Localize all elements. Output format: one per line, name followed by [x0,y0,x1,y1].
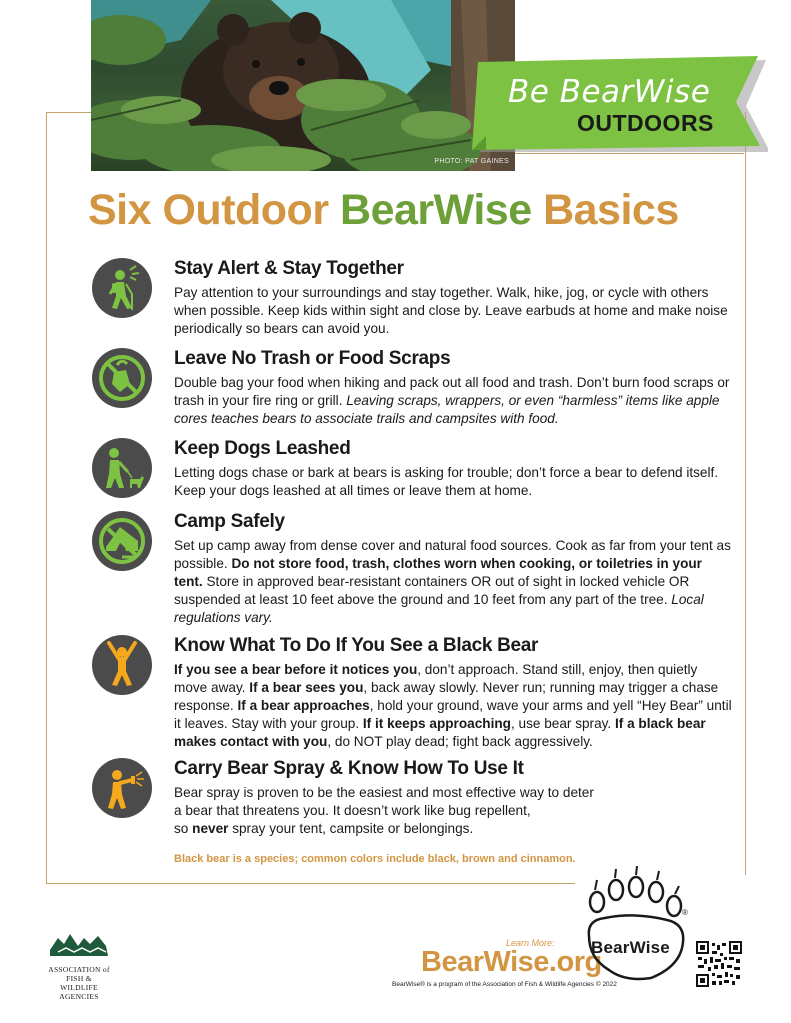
learn-more-label: Learn More: [506,938,555,948]
section-text [174,661,734,751]
qr-code[interactable] [696,941,742,987]
footnote: Black bear is a species; common colors include black, brown and cinnamon. [174,853,576,865]
section-title: Carry Bear Spray & Know How To Use It [174,758,524,779]
title-part-3: Basics [543,186,679,234]
bold-text-run: never [192,821,229,836]
section-text [174,374,734,428]
text-run: spray your tent, campsite or belongings. [228,821,474,836]
bold-text-run: Do not store food, trash, clothes worn when cooking, or toiletries in your tent. [174,556,702,589]
bearwise-paw-logo [575,866,693,990]
text-run: so [174,821,193,836]
no-food-in-tent-icon [92,511,152,571]
afwa-name: ASSOCIATION of FISH & WILDLIFE AGENCIES [48,965,110,1001]
italic-text-run: Leaving scraps, wrappers, or even “harmless” items like apple cores teaches bears to associate trails and campsites with food. [174,393,720,426]
banner-subtitle: OUTDOORS [577,110,714,136]
dog-walker-icon [92,438,152,498]
text-run: Bear spray is proven to be the easiest and most effective way to deter [174,785,594,800]
page-title [88,186,679,235]
section-title: Camp Safely [174,511,285,532]
text-run: Double bag your food when hiking and pack out all food and trash. Don’t burn food scraps or trash in your fire ring or grill. [174,375,730,408]
text-run: Letting dogs chase or bark at bears is asking for trouble; don’t force a bear to defend itself. Keep your dogs leashed at all times or leave them at home. [174,465,719,498]
bearwise-website-link[interactable]: BearWise.org [421,946,602,978]
bold-text-run: If a bear approaches [237,698,370,713]
text-run: Pay attention to your surroundings and stay together. Walk, hike, jog, or cycle with others when possible. Keep kids within sight and close by. Leave earbuds at home and make noise periodically so bears can avoid you. [174,285,728,336]
text-run: , back away slowly. Never run; running may trigger a chase response. [174,680,719,713]
program-note: BearWise® is a program of the Association of Fish & Wildlife Agencies © 2022 [392,981,617,988]
frame-top-right-edge [515,153,744,154]
afwa-logo [48,930,110,1001]
frame-top-left-edge [46,112,91,113]
section-text [174,464,734,500]
section-text [174,537,734,627]
text-run: , use bear spray. [510,716,615,731]
title-part-1: Six Outdoor [88,186,329,234]
text-run: , don’t approach. Stand still, enjoy, then quietly move away. [174,662,698,695]
section-text [174,284,734,338]
paw-logo-label: BearWise [591,938,670,957]
section-text [174,784,734,838]
bold-text-run: If a bear sees you [249,680,364,695]
text-run: Set up camp away from dense cover and natural food sources. Cook as far from your tent as possible. [174,538,731,571]
arms-raised-person-icon [92,635,152,695]
section-title: Stay Alert & Stay Together [174,258,404,279]
bold-text-run: If it keeps approaching [362,716,511,731]
title-part-2: BearWise [340,186,532,234]
section-title: Leave No Trash or Food Scraps [174,348,451,369]
italic-text-run: Local regulations vary. [174,592,704,625]
text-run: , do NOT play dead; fight back aggressively. [327,734,593,749]
section-title: Keep Dogs Leashed [174,438,351,459]
text-run: Store in approved bear-resistant containers OR out of sight in locked vehicle OR suspended at least 10 feet above the ground and 10 feet from any part of the tree. [174,574,690,607]
hiker-icon [92,258,152,318]
bold-text-run: If you see a bear before it notices you [174,662,418,677]
photo-credit: PHOTO: PAT GAINES [434,158,509,165]
text-run: a bear that threatens you. It doesn’t work like bug repellent, [174,803,531,818]
section-title: Know What To Do If You See a Black Bear [174,635,539,656]
registered-mark: ® [682,908,688,917]
bold-text-run: If a black bear makes contact with you [174,716,706,749]
text-run: , hold your ground, wave your arms and yell “Hey Bear” until it leaves. Stay with your group. [174,698,732,731]
no-trash-icon [92,348,152,408]
bear-spray-person-icon [92,758,152,818]
afwa-wildlife-emblem [48,930,110,958]
banner-title: Be BearWise [508,74,711,110]
